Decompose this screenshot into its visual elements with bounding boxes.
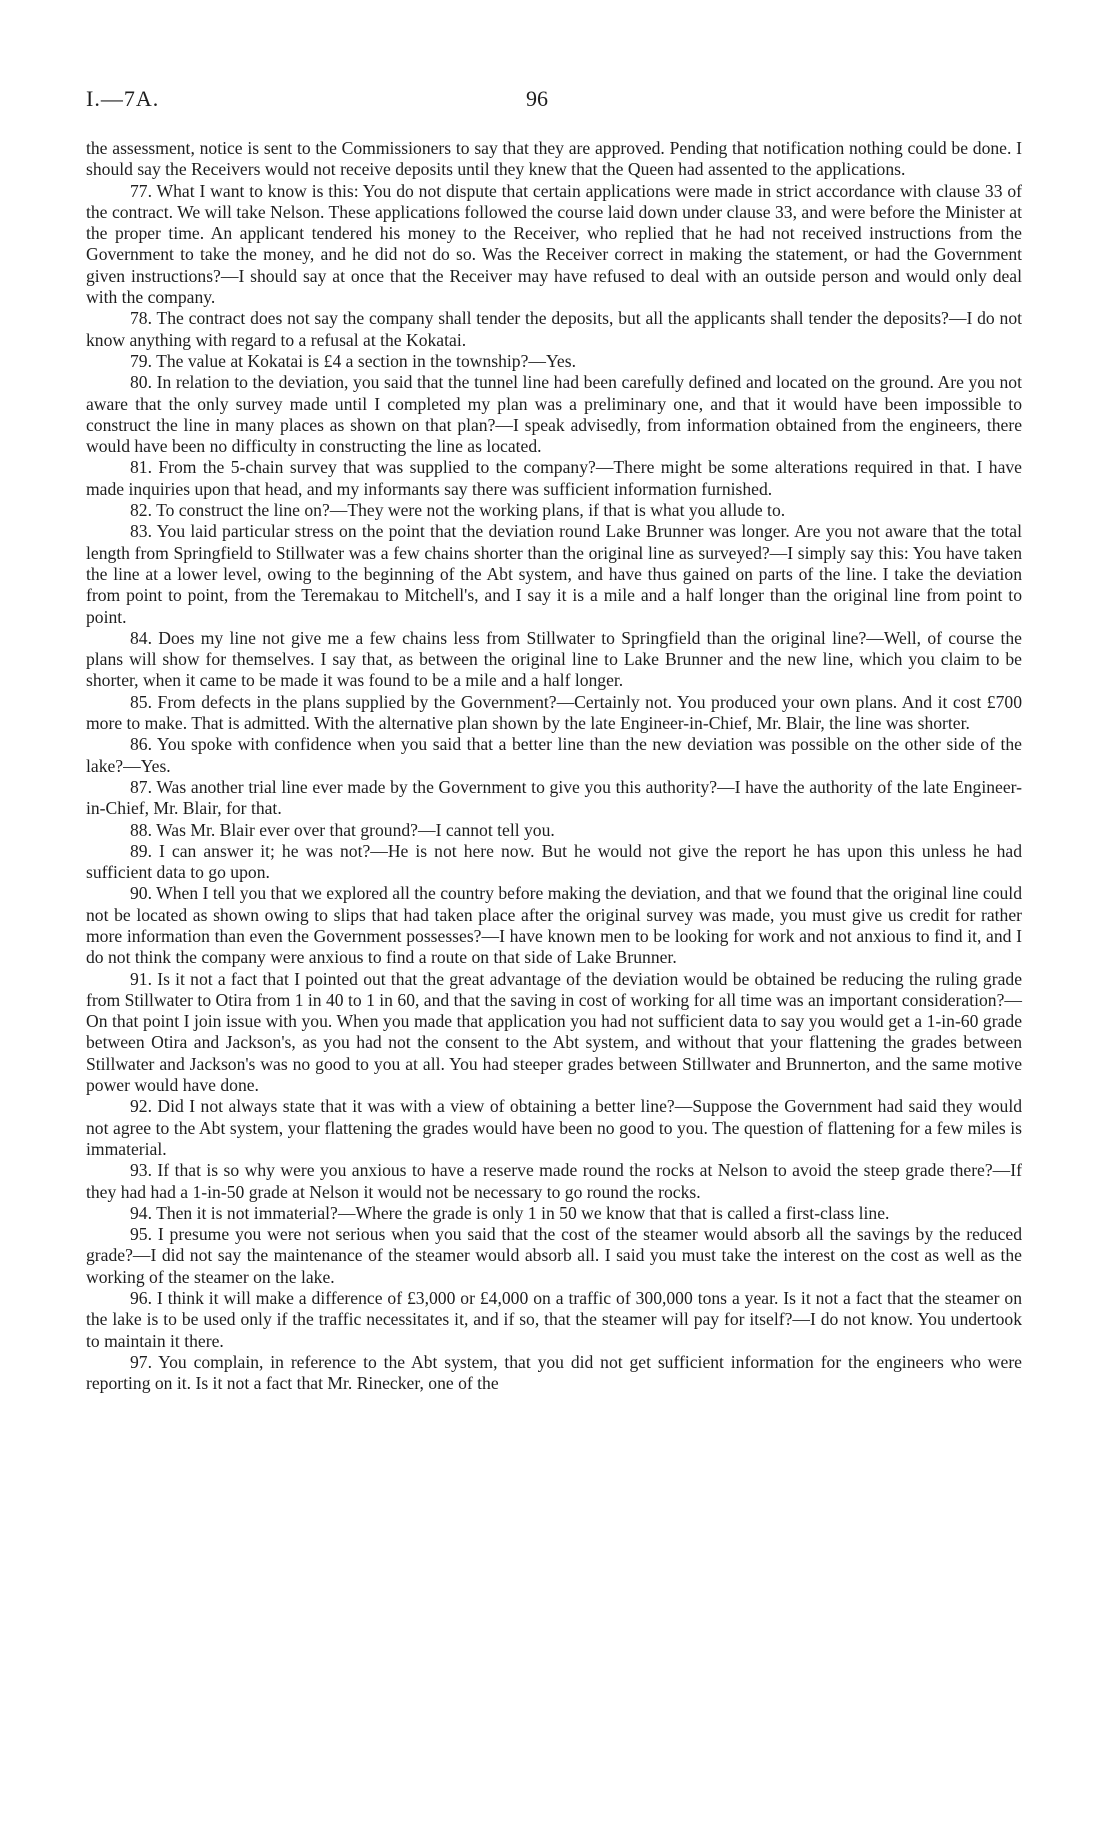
paragraph: 90. When I tell you that we explored all the country before making the deviation, and that we found that the original line could not be located as shown owing to slips that had taken place after the original survey was made, you must give us credit for rather more information than even the Government possesses?—I have known men to be looking for work and not anxious to find it, and I do not think the company were anxious to find a route on that side of Lake Brunner.: [86, 883, 1022, 968]
paragraph: 91. Is it not a fact that I pointed out that the great advantage of the deviation would be obtained be reducing the ruling grade from Stillwater to Otira from 1 in 40 to 1 in 60, and that the saving in cost of working for all time was an important consideration?—On that point I join issue with you. When you made that application you had not sufficient data to say you would get a 1-in-60 grade between Otira and Jackson's, as you had not the consent to the Abt system, and without that your flattening the grades between Stillwater and Jackson's was no good to you at all. You had steeper grades between Stillwater and Brunnerton, and the same motive power would have done.: [86, 968, 1022, 1096]
paragraph: 95. I presume you were not serious when you said that the cost of the steamer would absorb all the savings by the reduced grade?—I did not say the maintenance of the steamer would absorb all. I said you must take the interest on the cost as well as the working of the steamer on the lake.: [86, 1224, 1022, 1287]
paragraph: 81. From the 5-chain survey that was supplied to the company?—There might be some alterations required in that. I have made inquiries upon that head, and my informants say there was sufficient information furnished.: [86, 457, 1022, 499]
paragraph: 92. Did I not always state that it was with a view of obtaining a better line?—Suppose the Government had said they would not agree to the Abt system, your flattening the grades would have been no good to you. The question of flattening for a few miles is immaterial.: [86, 1096, 1022, 1159]
body-text: [86, 138, 1022, 1395]
paragraph: 93. If that is so why were you anxious to have a reserve made round the rocks at Nelson to avoid the steep grade there?—If they had had a 1-in-50 grade at Nelson it would not be necessary to go round the rocks.: [86, 1160, 1022, 1202]
paragraph: 83. You laid particular stress on the point that the deviation round Lake Brunner was longer. Are you not aware that the total length from Springfield to Stillwater was a few chains shorter than the original line as surveyed?—I simply say this: You have taken the line at a lower level, owing to the beginning of the Abt system, and have thus gained on parts of the line. I take the deviation from point to point, from the Teremakau to Mitchell's, and I say it is a mile and a half longer than the original line from point to point.: [86, 521, 1022, 627]
paragraph: 80. In relation to the deviation, you said that the tunnel line had been carefully defined and located on the ground. Are you not aware that the only survey made until I completed my plan was a preliminary one, and that it would have been impossible to construct the line in many places as shown on that plan?—I speak advisedly, from information obtained from the engineers, there would have been no difficulty in constructing the line as located.: [86, 372, 1022, 457]
document-page: [86, 0, 1022, 1828]
paragraph: 87. Was another trial line ever made by the Government to give you this authority?—I have the authority of the late Engineer-in-Chief, Mr. Blair, for that.: [86, 776, 1022, 819]
paragraph: 96. I think it will make a difference of £3,000 or £4,000 on a traffic of 300,000 tons a year. Is it not a fact that the steamer on the lake is to be used only if the traffic necessitates it, and if so, that the steamer will pay for itself?—I do not know. You undertook to maintain it there.: [86, 1288, 1022, 1351]
paragraph: 77. What I want to know is this: You do not dispute that certain applications were made in strict accordance with clause 33 of the contract. We will take Nelson. These applications followed the course laid down under clause 33, and were before the Minister at the proper time. An applicant tendered his money to the Receiver, who replied that he had not received instructions from the Government to take the money, and he did not do so. Was the Receiver correct in making the statement, or had the Government given instructions?—I should say at once that the Receiver may have refused to deal with an outside person and would only deal with the company.: [86, 180, 1022, 308]
paragraph: 85. From defects in the plans supplied by the Government?—Certainly not. You produced your own plans. And it cost £700 more to make. That is admitted. With the alternative plan shown by the late Engineer-in-Chief, Mr. Blair, the line was shorter.: [86, 691, 1022, 734]
paragraph: 97. You complain, in reference to the Abt system, that you did not get sufficient information for the engineers who were reporting on it. Is it not a fact that Mr. Rinecker, one of the: [86, 1351, 1022, 1394]
paragraph: 82. To construct the line on?—They were not the working plans, if that is what you allude to.: [130, 500, 786, 521]
paragraph: 89. I can answer it; he was not?—He is not here now. But he would not give the report he has upon this unless he had sufficient data to go upon.: [86, 840, 1022, 883]
page-number: 96: [526, 86, 548, 111]
paragraph: 94. Then it is not immaterial?—Where the grade is only 1 in 50 we know that that is called a first-class line.: [130, 1202, 890, 1223]
page-header: [86, 86, 1022, 116]
paragraph: 88. Was Mr. Blair ever over that ground?—I cannot tell you.: [130, 819, 555, 840]
paragraph: 78. The contract does not say the company shall tender the deposits, but all the applicants shall tender the deposits?—I do not know anything with regard to a refusal at the Kokatai.: [86, 308, 1022, 350]
paragraph: 86. You spoke with confidence when you said that a better line than the new deviation was possible on the other side of the lake?—Yes.: [86, 734, 1022, 776]
paragraph: the assessment, notice is sent to the Commissioners to say that they are approved. Pending that notification nothing could be done. I should say the Receivers would not receive deposits until they knew that the Queen had assented to the applications.: [86, 138, 1022, 180]
document-reference: I.—7A.: [86, 86, 160, 111]
paragraph: 84. Does my line not give me a few chains less from Stillwater to Springfield than the original line?—Well, of course the plans will show for themselves. I say that, as between the original line to Lake Brunner and the new line, which you claim to be shorter, when it came to be made it was found to be a mile and a half longer.: [86, 627, 1022, 691]
paragraph: 79. The value at Kokatai is £4 a section in the township?—Yes.: [130, 350, 576, 371]
